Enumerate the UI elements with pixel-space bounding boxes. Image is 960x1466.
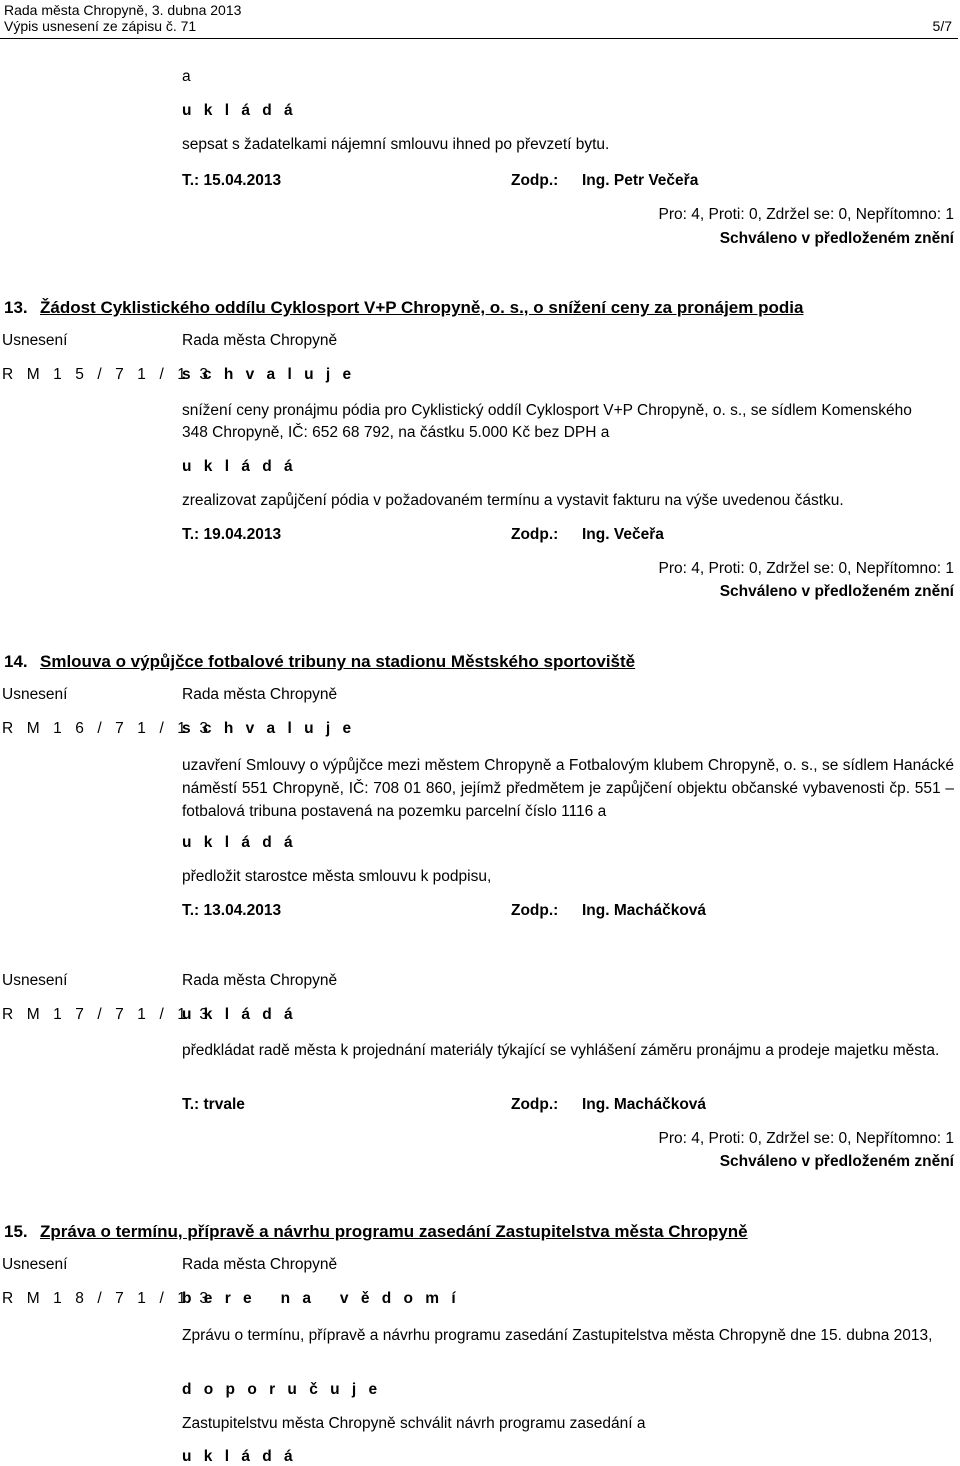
- responsible: Ing. Macháčková: [582, 1096, 707, 1113]
- responsible: Ing. Petr Večeřa: [582, 172, 699, 189]
- resolution-text: sepsat s žadatelkami nájemní smlouvu ihned po převzetí bytu.: [182, 136, 610, 153]
- verb-schvaluje: s c h v a l u j e: [182, 720, 356, 737]
- header-subtitle: Výpis usnesení ze zápisu č. 71: [4, 18, 197, 34]
- header-title: Rada města Chropyně, 3. dubna 2013: [4, 2, 242, 18]
- resolution-text: zrealizovat zapůjčení pódia v požadovaném termínu a vystavit fakturu na výše uvedenou částku.: [182, 492, 844, 509]
- zodp-label: Zodp.:: [511, 902, 559, 919]
- verb-uklada: u k l á d á: [182, 102, 297, 119]
- vote-result: Pro: 4, Proti: 0, Zdržel se: 0, Nepřítomno: 1: [658, 560, 954, 577]
- header-rule: [0, 38, 958, 39]
- item-number: 15.: [4, 1222, 28, 1241]
- term: T.: 13.04.2013: [182, 902, 282, 919]
- resolution-number: R M 1 7 / 7 1 / 1 3: [2, 1006, 213, 1023]
- resolution-body: Rada města Chropyně: [182, 686, 338, 703]
- zodp-label: Zodp.:: [511, 526, 559, 543]
- resolution-number: R M 1 6 / 7 1 / 1 3: [2, 720, 213, 737]
- zodp-label: Zodp.:: [511, 172, 559, 189]
- usneseni-label: Usnesení: [2, 332, 68, 349]
- term: T.: trvale: [182, 1096, 245, 1113]
- vote-result: Pro: 4, Proti: 0, Zdržel se: 0, Nepřítomno: 1: [658, 1130, 954, 1147]
- conjunction: a: [182, 68, 191, 85]
- usneseni-label: Usnesení: [2, 972, 68, 989]
- resolution-text: snížení ceny pronájmu pódia pro Cyklistický oddíl Cyklosport V+P Chropyně, o. s., se sídlem Komenského: [182, 402, 912, 419]
- verb-uklada: u k l á d á: [182, 1448, 297, 1465]
- resolution-text: Zprávu o termínu, přípravě a návrhu programu zasedání Zastupitelstva města Chropyně dne 15. dubna 2013,: [182, 1327, 933, 1344]
- item-number: 14.: [4, 652, 28, 671]
- usneseni-label: Usnesení: [2, 686, 68, 703]
- responsible: Ing. Večeřa: [582, 526, 664, 543]
- approved-note: Schváleno v předloženém znění: [719, 230, 954, 247]
- resolution-number: R M 1 5 / 7 1 / 1 3: [2, 366, 213, 383]
- verb-uklada: u k l á d á: [182, 834, 297, 851]
- verb-uklada: u k l á d á: [182, 1006, 297, 1023]
- item-title: Žádost Cyklistického oddílu Cyklosport V+P Chropyně, o. s., o snížení ceny za pronájem podia: [40, 298, 804, 317]
- term: T.: 19.04.2013: [182, 526, 282, 543]
- verb-doporucuje: d o p o r u č u j e: [182, 1381, 382, 1398]
- approved-note: Schváleno v předloženém znění: [719, 1153, 954, 1170]
- item-title: Zpráva o termínu, přípravě a návrhu programu zasedání Zastupitelstva města Chropyně: [40, 1222, 748, 1241]
- resolution-text: Zastupitelstvu města Chropyně schválit návrh programu zasedání a: [182, 1415, 646, 1432]
- item-number: 13.: [4, 298, 28, 317]
- resolution-text: 348 Chropyně, IČ: 652 68 792, na částku 5.000 Kč bez DPH a: [182, 424, 610, 441]
- resolution-body: Rada města Chropyně: [182, 972, 338, 989]
- resolution-text: uzavření Smlouvy o výpůjčce mezi městem Chropyně a Fotbalovým klubem Chropyně, o. s., se sídlem Hanácké náměstí 551 Chropyně, IČ: 708 01 860, jejímž předmětem je zapůjčení objektu občanské vybavenosti čp. 551 – fotbalová tribuna postavená na pozemku parcelní číslo 1116 a: [182, 757, 954, 820]
- verb-schvaluje: s c h v a l u j e: [182, 366, 356, 383]
- term: T.: 15.04.2013: [182, 172, 282, 189]
- verb-bere-na-vedomi: b e r e n a v ě d o m í: [182, 1290, 460, 1307]
- item-title: Smlouva o výpůjčce fotbalové tribuny na stadionu Městského sportoviště: [40, 652, 636, 671]
- resolution-text: předkládat radě města k projednání materiály týkající se vyhlášení záměru pronájmu a prodeje majetku města.: [182, 1042, 940, 1059]
- zodp-label: Zodp.:: [511, 1096, 559, 1113]
- usneseni-label: Usnesení: [2, 1256, 68, 1273]
- resolution-text: předložit starostce města smlouvu k podpisu,: [182, 868, 492, 885]
- resolution-body: Rada města Chropyně: [182, 332, 338, 349]
- resolution-number: R M 1 8 / 7 1 / 1 3: [2, 1290, 213, 1307]
- approved-note: Schváleno v předloženém znění: [719, 583, 954, 600]
- responsible: Ing. Macháčková: [582, 902, 707, 919]
- page-number: 5/7: [932, 18, 952, 34]
- vote-result: Pro: 4, Proti: 0, Zdržel se: 0, Nepřítomno: 1: [658, 206, 954, 223]
- resolution-body: Rada města Chropyně: [182, 1256, 338, 1273]
- verb-uklada: u k l á d á: [182, 458, 297, 475]
